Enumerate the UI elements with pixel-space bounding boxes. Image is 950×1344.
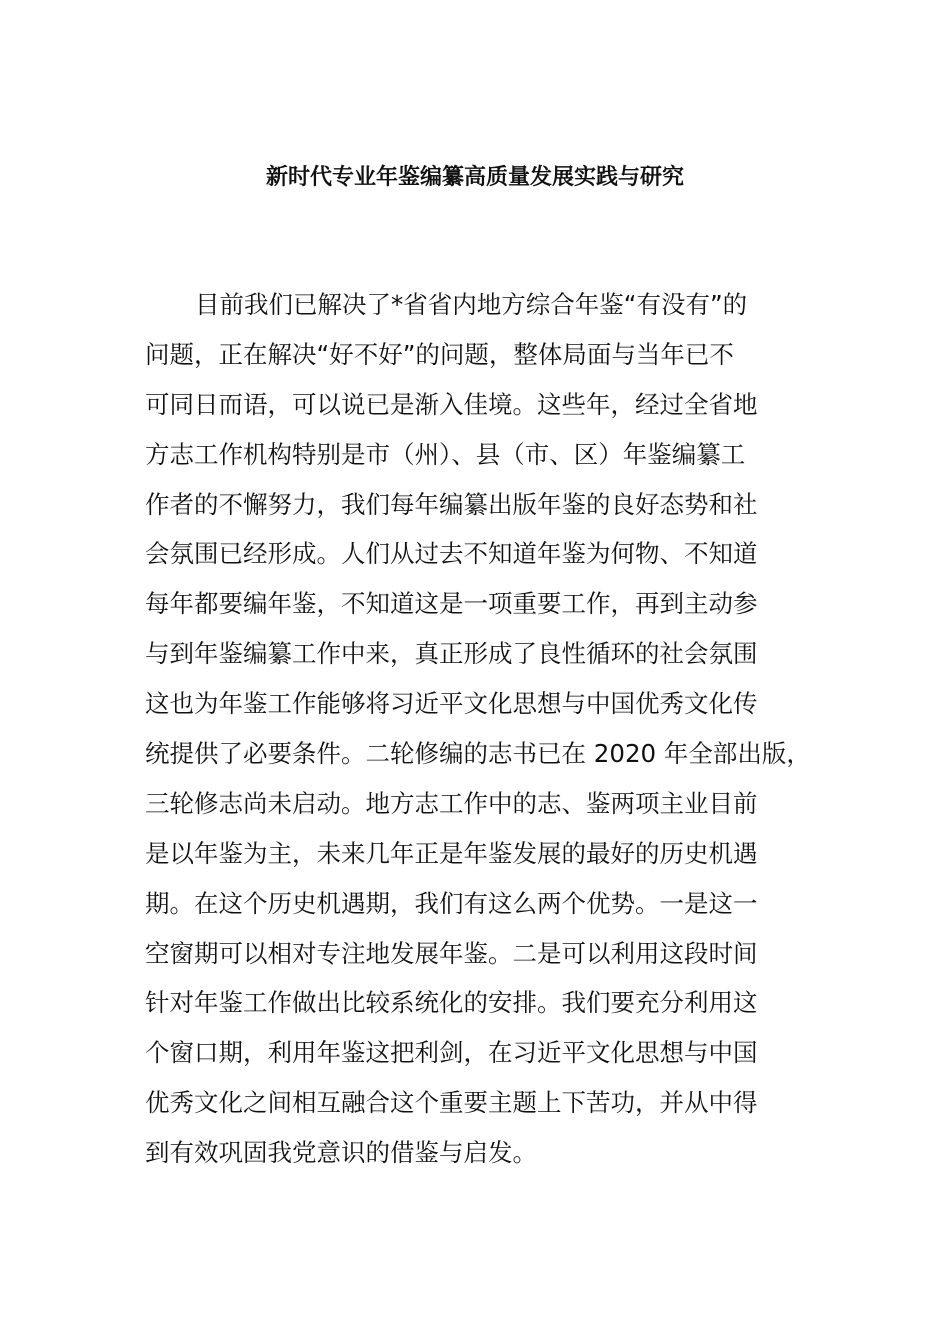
paragraph-line: 期。在这个历史机遇期，我们有这么两个优势。一是这一	[145, 888, 758, 918]
paragraph-line: 统提供了必要条件。二轮修编的志书已在 2020 年全部出版，	[145, 739, 811, 769]
paragraph-line: 方志工作机构特别是市（州）、县（市、区）年鉴编纂工	[145, 439, 746, 469]
paragraph-line: 空窗期可以相对专注地发展年鉴。二是可以利用这段时间	[145, 938, 758, 968]
body-paragraph	[145, 280, 835, 1178]
paragraph-line: 是以年鉴为主，未来几年正是年鉴发展的最好的历史机遇	[145, 838, 758, 868]
paragraph-line: 会氛围已经形成。人们从过去不知道年鉴为何物、不知道	[145, 539, 758, 569]
document-title: 新时代专业年鉴编纂高质量发展实践与研究	[265, 165, 684, 190]
paragraph-line: 优秀文化之间相互融合这个重要主题上下苦功，并从中得	[145, 1088, 758, 1118]
paragraph-line: 针对年鉴工作做出比较系统化的安排。我们要充分利用这	[145, 988, 758, 1018]
paragraph-line: 可同日而语，可以说已是渐入佳境。这些年，经过全省地	[145, 389, 758, 419]
paragraph-line: 作者的不懈努力，我们每年编纂出版年鉴的良好态势和社	[145, 489, 758, 519]
paragraph-line: 这也为年鉴工作能够将习近平文化思想与中国优秀文化传	[145, 689, 758, 719]
paragraph-line: 每年都要编年鉴，不知道这是一项重要工作，再到主动参	[145, 589, 758, 619]
paragraph-line: 三轮修志尚未启动。地方志工作中的志、鉴两项主业目前	[145, 788, 758, 818]
paragraph-line: 问题，正在解决“好不好”的问题，整体局面与当年已不	[145, 339, 734, 369]
paragraph-line: 与到年鉴编纂工作中来，真正形成了良性循环的社会氛围	[145, 639, 758, 669]
paragraph-line: 个窗口期，利用年鉴这把利剑，在习近平文化思想与中国	[145, 1038, 758, 1068]
paragraph-line: 目前我们已解决了*省省内地方综合年鉴“有没有”的	[195, 290, 748, 319]
paragraph-line: 到有效巩固我党意识的借鉴与启发。	[145, 1138, 537, 1168]
